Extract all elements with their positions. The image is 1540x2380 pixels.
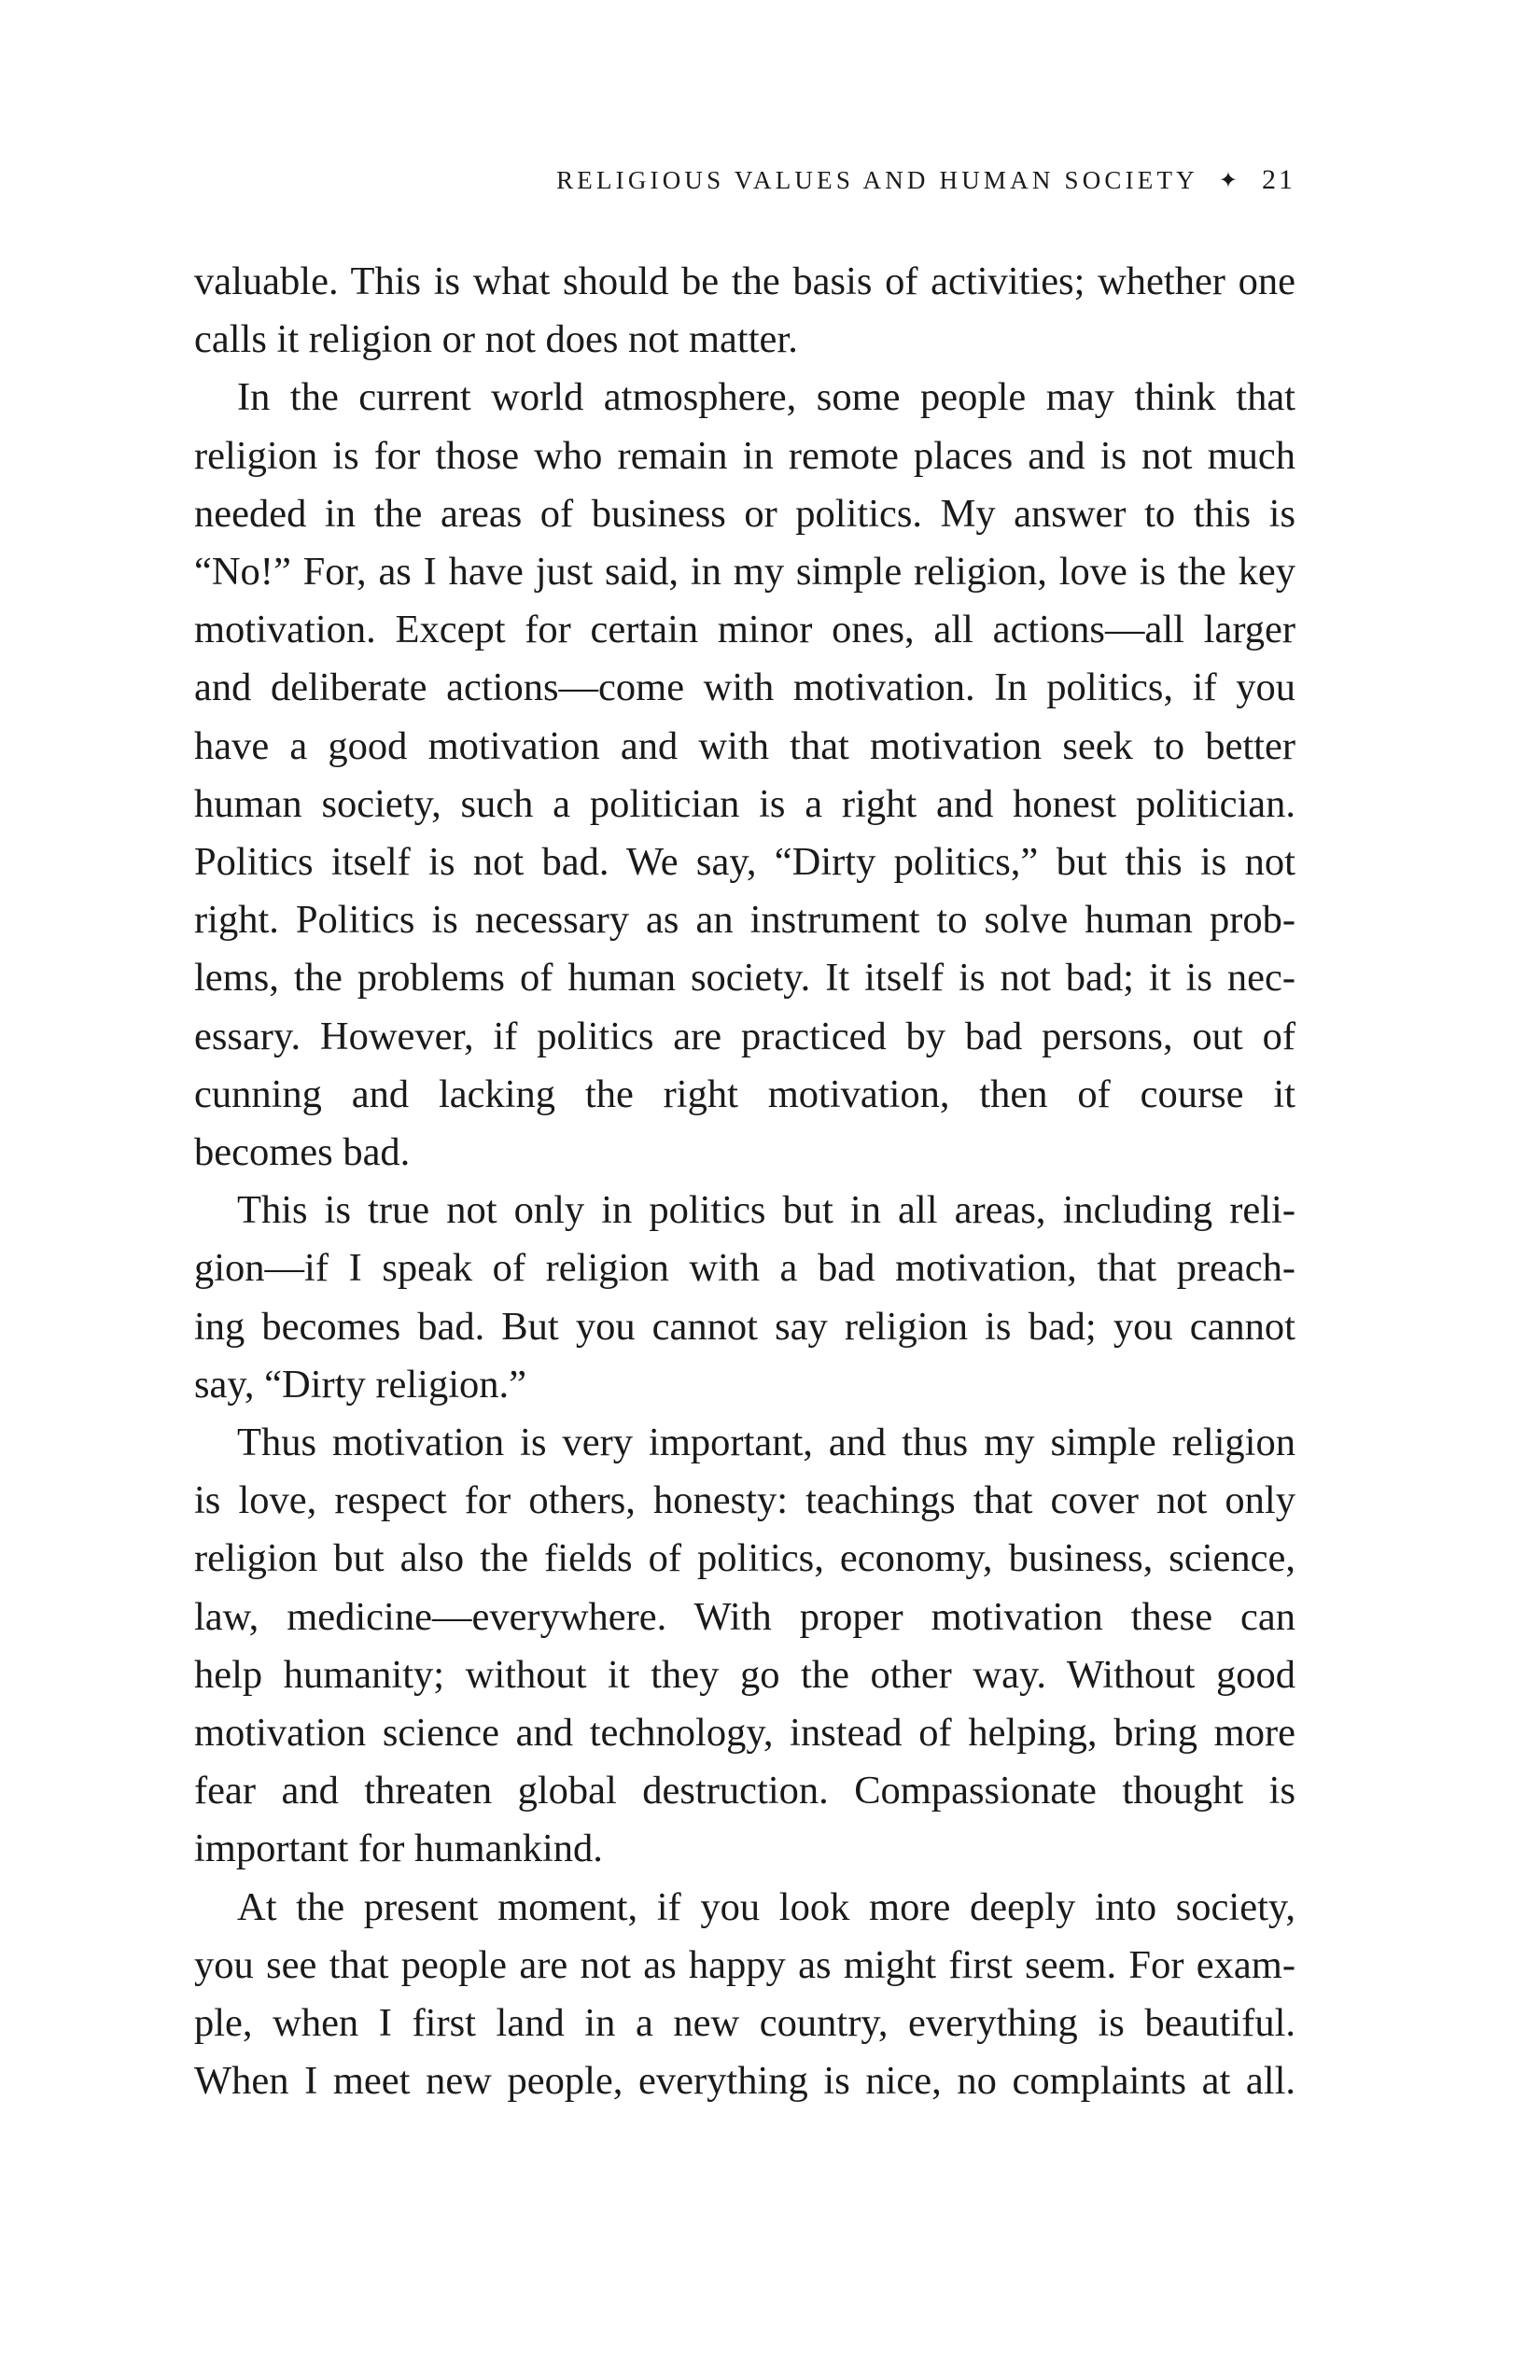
text-line: religion but also the fields of politics, economy, business, science, xyxy=(194,1536,1295,1581)
text-line: motivation science and technology, instead of helping, bring more xyxy=(194,1711,1295,1756)
text-line: fear and threaten global destruction. Compassionate thought is xyxy=(194,1769,1295,1813)
text-line: motivation. Except for certain minor ones, all actions—all larger xyxy=(194,608,1295,652)
text-line: ple, when I first land in a new country, everything is beautiful. xyxy=(194,2001,1295,2046)
text-line: important for humankind. xyxy=(194,1827,603,1871)
text-line: needed in the areas of business or politics. My answer to this is xyxy=(194,491,1295,536)
paragraph xyxy=(194,1879,1295,2111)
text-line: have a good motivation and with that motivation seek to better xyxy=(194,723,1295,768)
ornament-separator-icon: ✦ xyxy=(1218,168,1238,193)
text-line: Thus motivation is very important, and thus my simple religion xyxy=(237,1421,1295,1465)
text-line: At the present moment, if you look more deeply into society, xyxy=(237,1884,1295,1929)
text-line: valuable. This is what should be the basis of activities; whether one xyxy=(194,259,1295,303)
text-line: calls it religion or not does not matter. xyxy=(194,317,798,362)
text-line: cunning and lacking the right motivation, then of course it xyxy=(194,1071,1295,1116)
paragraph xyxy=(194,1182,1295,1414)
text-line: and deliberate actions—come with motivation. In politics, if you xyxy=(194,665,1295,710)
text-line: essary. However, if politics are practiced by bad persons, out of xyxy=(194,1014,1295,1058)
text-line: This is true not only in politics but in all areas, including reli- xyxy=(237,1188,1295,1233)
text-line: help humanity; without it they go the other way. Without good xyxy=(194,1652,1295,1697)
text-line: Politics itself is not bad. We say, “Dirty politics,” but this is not xyxy=(194,840,1295,885)
text-line: ing becomes bad. But you cannot say religion is bad; you cannot xyxy=(194,1304,1295,1349)
page-number: 21 xyxy=(1262,164,1295,195)
paragraph xyxy=(194,253,1295,369)
text-line: When I meet new people, everything is nice, no complaints at all. xyxy=(194,2059,1295,2104)
text-line: lems, the problems of human society. It itself is not bad; it is nec- xyxy=(194,956,1295,1001)
paragraph xyxy=(194,1414,1295,1879)
text-line: religion is for those who remain in remote places and is not much xyxy=(194,433,1295,478)
text-line: right. Politics is necessary as an instrument to solve human prob- xyxy=(194,898,1295,943)
running-title: RELIGIOUS VALUES AND HUMAN SOCIETY xyxy=(556,165,1198,194)
text-line: becomes bad. xyxy=(194,1130,411,1175)
text-line: law, medicine—everywhere. With proper motivation these can xyxy=(194,1594,1295,1639)
text-line: gion—if I speak of religion with a bad motivation, that preach- xyxy=(194,1246,1295,1291)
text-line: say, “Dirty religion.” xyxy=(194,1362,527,1407)
text-line: you see that people are not as happy as might first seem. For exam- xyxy=(194,1942,1295,1987)
text-line: human society, such a politician is a right and honest politician. xyxy=(194,781,1295,826)
body-text xyxy=(194,253,1295,2111)
text-line: In the current world atmosphere, some people may think that xyxy=(237,375,1295,420)
text-line: “No!” For, as I have just said, in my simple religion, love is the key xyxy=(194,550,1295,595)
running-head xyxy=(556,164,1295,196)
text-line: is love, respect for others, honesty: teachings that cover not only xyxy=(194,1478,1295,1523)
paragraph xyxy=(194,369,1295,1182)
